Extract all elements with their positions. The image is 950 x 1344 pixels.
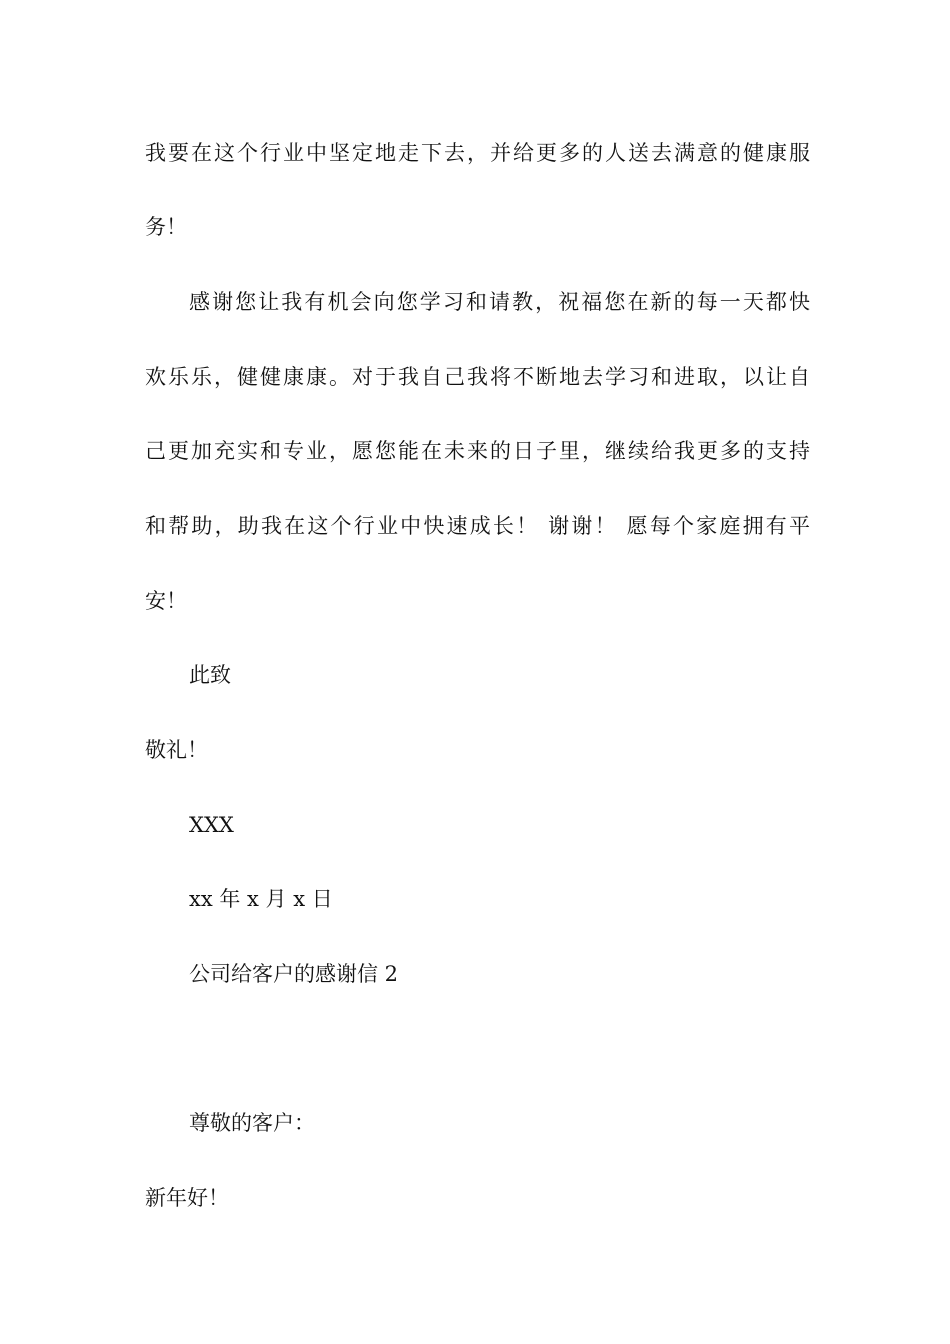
body-text-line: 和帮助，助我在这个行业中快速成长！ 谢谢！ 愿每个家庭拥有平	[145, 514, 810, 538]
body-text-line: 感谢您让我有机会向您学习和请教，祝福您在新的每一天都快	[189, 290, 810, 314]
body-text-line: 务！	[145, 215, 187, 239]
section-title: 公司给客户的感谢信 2	[189, 962, 399, 986]
greeting: 尊敬的客户：	[189, 1111, 315, 1135]
closing-regards: 敬礼！	[145, 738, 208, 762]
closing-salutation: 此致	[189, 663, 231, 687]
body-text-line: 我要在这个行业中坚定地走下去，并给更多的人送去满意的健康服	[145, 141, 810, 165]
body-text-line: 欢乐乐，健健康康。对于我自己我将不断地去学习和进取，以让自	[145, 365, 810, 389]
signature-name: XXX	[189, 813, 234, 837]
signature-date: xx 年 x 月 x 日	[189, 887, 333, 911]
body-text-line: 安！	[145, 589, 187, 613]
greeting-line: 新年好！	[145, 1186, 229, 1210]
body-text-line: 己更加充实和专业，愿您能在未来的日子里，继续给我更多的支持	[145, 439, 810, 463]
